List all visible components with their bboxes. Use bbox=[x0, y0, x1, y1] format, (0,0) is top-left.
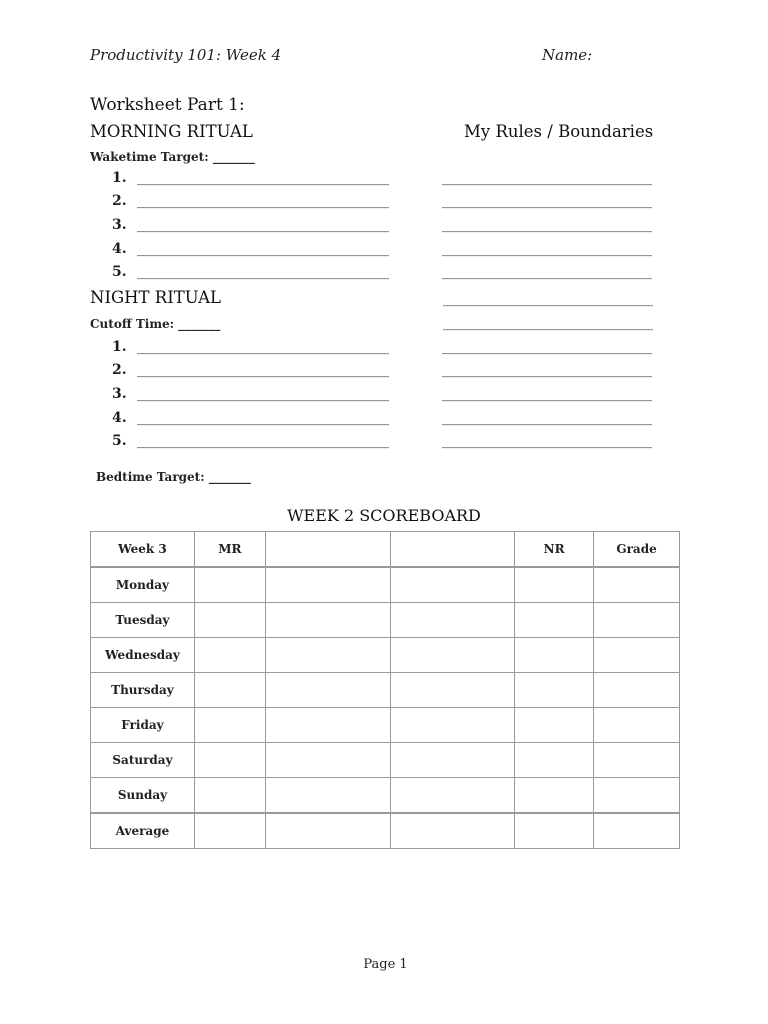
answer-line: ____________________________________ bbox=[137, 217, 389, 233]
table-row bbox=[91, 638, 680, 673]
table-header-row bbox=[91, 532, 680, 568]
cutoff-time: Cutoff Time: _______ bbox=[90, 317, 221, 331]
rule-line: ______________________________ bbox=[442, 362, 652, 378]
day-label: Sunday bbox=[91, 778, 195, 814]
table-cell[interactable] bbox=[594, 603, 680, 638]
rule-line: ______________________________ bbox=[443, 291, 653, 307]
column-header: Week 3 bbox=[91, 532, 195, 568]
rule-line: ______________________________ bbox=[442, 217, 652, 233]
rules-boundaries-title: My Rules / Boundaries bbox=[464, 122, 654, 141]
item-number: 3. bbox=[112, 217, 127, 233]
answer-line: ____________________________________ bbox=[137, 362, 389, 378]
column-header: NR bbox=[515, 532, 594, 568]
column-header bbox=[265, 532, 390, 568]
item-number: 2. bbox=[112, 193, 127, 209]
table-cell[interactable] bbox=[194, 708, 265, 743]
table-cell[interactable] bbox=[390, 673, 515, 708]
item-number: 1. bbox=[112, 339, 127, 355]
rule-line: ______________________________ bbox=[443, 315, 653, 331]
table-cell[interactable] bbox=[194, 567, 265, 603]
rule-line: ______________________________ bbox=[442, 433, 652, 449]
table-row bbox=[91, 708, 680, 743]
answer-line: ____________________________________ bbox=[137, 410, 389, 426]
table-cell[interactable] bbox=[515, 567, 594, 603]
average-row bbox=[91, 813, 680, 849]
day-label: Wednesday bbox=[91, 638, 195, 673]
table-cell[interactable] bbox=[515, 673, 594, 708]
course-title: Productivity 101: Week 4 bbox=[90, 46, 282, 64]
day-label: Thursday bbox=[91, 673, 195, 708]
table-cell[interactable] bbox=[594, 778, 680, 814]
table-cell[interactable] bbox=[594, 813, 680, 849]
table-cell[interactable] bbox=[594, 673, 680, 708]
table-cell[interactable] bbox=[390, 567, 515, 603]
table-cell[interactable] bbox=[390, 603, 515, 638]
answer-line: ____________________________________ bbox=[137, 193, 389, 209]
page-number: Page 1 bbox=[363, 957, 408, 972]
answer-line: ____________________________________ bbox=[137, 386, 389, 402]
item-number: 4. bbox=[112, 241, 127, 257]
table-cell[interactable] bbox=[194, 673, 265, 708]
column-header: Grade bbox=[594, 532, 680, 568]
table-cell[interactable] bbox=[265, 638, 390, 673]
table-cell[interactable] bbox=[265, 813, 390, 849]
rule-line: ______________________________ bbox=[442, 339, 652, 355]
table-cell[interactable] bbox=[515, 603, 594, 638]
morning-ritual-title: MORNING RITUAL bbox=[90, 122, 253, 141]
answer-line: ____________________________________ bbox=[137, 170, 389, 186]
table-cell[interactable] bbox=[390, 743, 515, 778]
table-cell[interactable] bbox=[515, 638, 594, 673]
table-cell[interactable] bbox=[194, 603, 265, 638]
item-number: 5. bbox=[112, 264, 127, 280]
average-label: Average bbox=[91, 813, 195, 849]
rule-line: ______________________________ bbox=[442, 241, 652, 257]
bedtime-target: Bedtime Target: _______ bbox=[96, 470, 251, 484]
day-label: Monday bbox=[91, 567, 195, 603]
table-cell[interactable] bbox=[265, 778, 390, 814]
night-ritual-title: NIGHT RITUAL bbox=[90, 288, 221, 307]
scoreboard-title: WEEK 2 SCOREBOARD bbox=[287, 506, 481, 525]
table-cell[interactable] bbox=[265, 708, 390, 743]
answer-line: ____________________________________ bbox=[137, 433, 389, 449]
table-row bbox=[91, 743, 680, 778]
item-number: 5. bbox=[112, 433, 127, 449]
table-row bbox=[91, 778, 680, 814]
table-cell[interactable] bbox=[515, 743, 594, 778]
table-cell[interactable] bbox=[390, 778, 515, 814]
rule-line: ______________________________ bbox=[442, 410, 652, 426]
table-cell[interactable] bbox=[265, 673, 390, 708]
waketime-target: Waketime Target: _______ bbox=[90, 150, 255, 164]
column-header bbox=[390, 532, 515, 568]
table-cell[interactable] bbox=[594, 743, 680, 778]
name-label: Name: bbox=[542, 46, 593, 64]
rule-line: ______________________________ bbox=[442, 170, 652, 186]
item-number: 1. bbox=[112, 170, 127, 186]
day-label: Tuesday bbox=[91, 603, 195, 638]
table-cell[interactable] bbox=[515, 778, 594, 814]
table-row bbox=[91, 673, 680, 708]
table-cell[interactable] bbox=[390, 813, 515, 849]
answer-line: ____________________________________ bbox=[137, 264, 389, 280]
item-number: 3. bbox=[112, 386, 127, 402]
table-cell[interactable] bbox=[594, 567, 680, 603]
table-cell[interactable] bbox=[194, 743, 265, 778]
item-number: 4. bbox=[112, 410, 127, 426]
rule-line: ______________________________ bbox=[442, 386, 652, 402]
rule-line: ______________________________ bbox=[442, 193, 652, 209]
table-cell[interactable] bbox=[594, 638, 680, 673]
table-cell[interactable] bbox=[390, 638, 515, 673]
table-row bbox=[91, 603, 680, 638]
table-cell[interactable] bbox=[515, 813, 594, 849]
table-cell[interactable] bbox=[390, 708, 515, 743]
table-cell[interactable] bbox=[265, 567, 390, 603]
table-cell[interactable] bbox=[194, 813, 265, 849]
table-cell[interactable] bbox=[194, 778, 265, 814]
day-label: Friday bbox=[91, 708, 195, 743]
answer-line: ____________________________________ bbox=[137, 339, 389, 355]
day-label: Saturday bbox=[91, 743, 195, 778]
table-cell[interactable] bbox=[265, 603, 390, 638]
table-row bbox=[91, 567, 680, 603]
worksheet-part-title: Worksheet Part 1: bbox=[90, 95, 245, 115]
answer-line: ____________________________________ bbox=[137, 241, 389, 257]
table-cell[interactable] bbox=[515, 708, 594, 743]
table-cell[interactable] bbox=[594, 708, 680, 743]
scoreboard-table bbox=[90, 531, 680, 849]
item-number: 2. bbox=[112, 362, 127, 378]
column-header: MR bbox=[194, 532, 265, 568]
table-cell[interactable] bbox=[265, 743, 390, 778]
rule-line: ______________________________ bbox=[442, 264, 652, 280]
table-cell[interactable] bbox=[194, 638, 265, 673]
